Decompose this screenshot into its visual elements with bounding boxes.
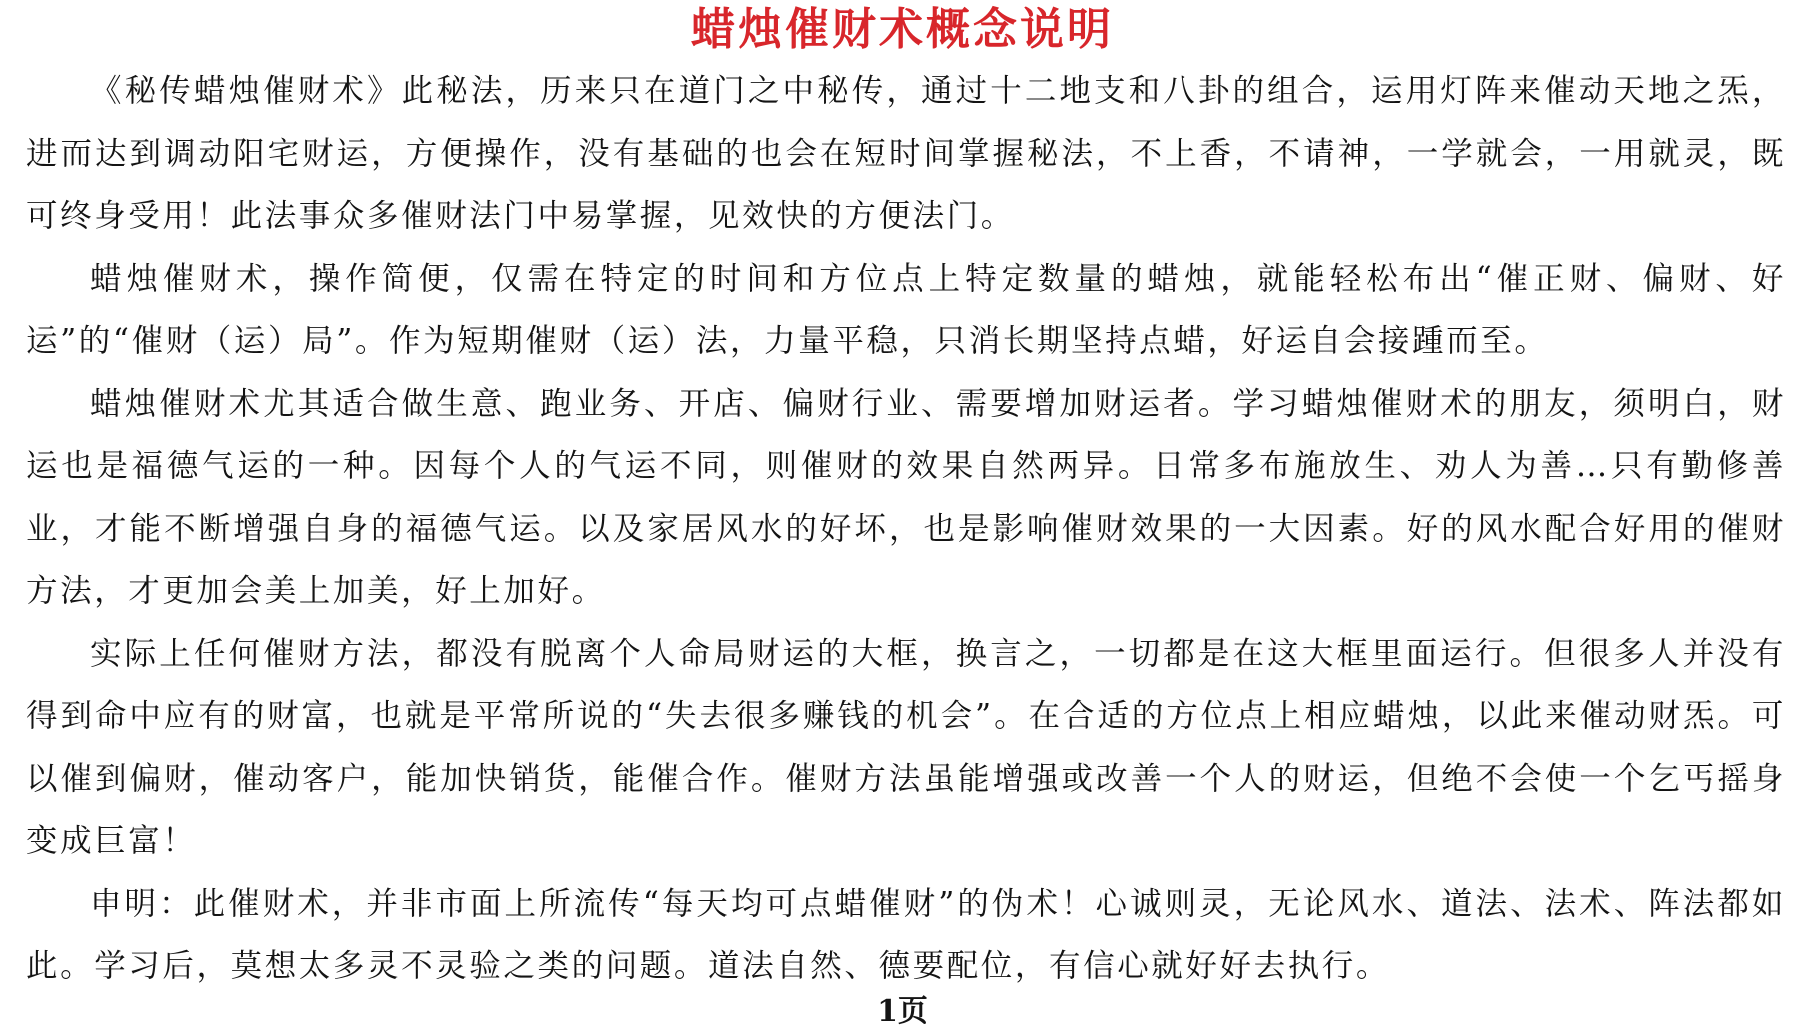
paragraph-reality: 实际上任何催财方法，都没有脱离个人命局财运的大框，换言之，一切都是在这大框里面运行。但很多人并没有得到命中应有的财富，也就是平常所说的“失去很多赚钱的机会”。在合适的方位点上相应蜡烛，以此来催动财炁。可以催到偏财，催动客户，能加快销货，能催合作。催财方法虽能增强或改善一个人的财运，但绝不会使一个乞丐摇身变成巨富！	[26, 635, 1786, 859]
paragraph-operation: 蜡烛催财术，操作简便，仅需在特定的时间和方位点上特定数量的蜡烛，就能轻松布出“催正财、偏财、好运”的“催财（运）局”。作为短期催财（运）法，力量平稳，只消长期坚持点蜡，好运自会接踵而至。	[26, 260, 1786, 359]
document-title: 蜡烛催财术概念说明	[691, 4, 1114, 55]
document-body	[26, 60, 1786, 998]
page-number: 1页	[877, 994, 928, 1029]
paragraph-statement: 申明：此催财术，并非市面上所流传“每天均可点蜡催财”的伪术！心诚则灵，无论风水、道法、法术、阵法都如此。学习后，莫想太多灵不灵验之类的问题。道法自然、德要配位，有信心就好好去执行。	[26, 885, 1786, 984]
paragraph-suitability: 蜡烛催财术尤其适合做生意、跑业务、开店、偏财行业、需要增加财运者。学习蜡烛催财术的朋友，须明白，财运也是福德气运的一种。因每个人的气运不同，则催财的效果自然两异。日常多布施放生、劝人为善…只有勤修善业，才能不断增强自身的福德气运。以及家居风水的好坏，也是影响催财效果的一大因素。好的风水配合好用的催财方法，才更加会美上加美，好上加好。	[26, 385, 1786, 609]
paragraph-intro: 《秘传蜡烛催财术》此秘法，历来只在道门之中秘传，通过十二地支和八卦的组合，运用灯阵来催动天地之炁，进而达到调动阳宅财运，方便操作，没有基础的也会在短时间掌握秘法，不上香，不请神，一学就会，一用就灵，既可终身受用！此法事众多催财法门中易掌握，见效快的方便法门。	[26, 73, 1786, 234]
